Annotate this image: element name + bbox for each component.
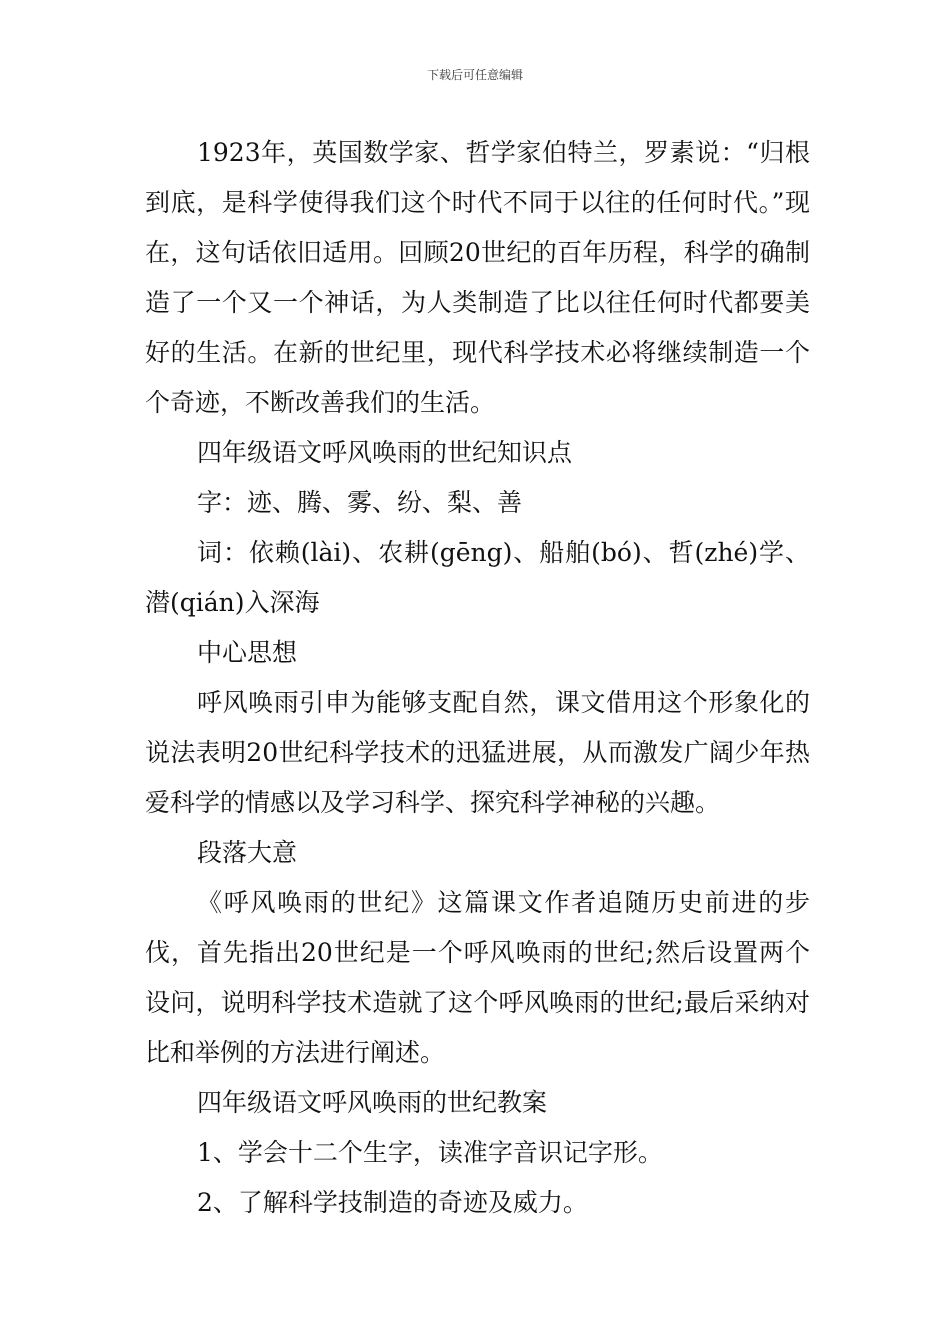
paragraph-summary: 《呼风唤雨的世纪》这篇课文作者追随历史前进的步伐，首先指出20世纪是一个呼风唤雨的世纪;然后设置两个设问，说明科学技术造就了这个呼风唤雨的世纪;最后采纳对比和举例的方法进行阐述。 [145,888,810,1067]
document-body [145,128,810,1228]
paragraph-central-idea: 呼风唤雨引申为能够支配自然，课文借用这个形象化的说法表明20世纪科学技术的迅猛进展，从而激发广阔少年热爱科学的情感以及学习科学、探究科学神秘的兴趣。 [145,688,810,817]
paragraph-characters: 字：迹、腾、雾、纷、梨、善 [197,488,523,517]
section-heading-knowledge-points: 四年级语文呼风唤雨的世纪知识点 [197,438,573,467]
header-note: 下载后可任意编辑 [426,68,523,82]
section-heading-lesson-plan: 四年级语文呼风唤雨的世纪教案 [197,1088,548,1117]
section-heading-central-idea: 中心思想 [197,638,298,667]
list-item-goal-1: 1、学会十二个生字，读准字音识记字形。 [197,1138,663,1167]
paragraph-words: 词：依赖(lài)、农耕(gēng)、船舶(bó)、哲(zhé)学、潜(qián)入深海 [145,538,810,617]
paragraph-intro-quote: 1923年，英国数学家、哲学家伯特兰，罗素说：“归根到底，是科学使得我们这个时代不同于以往的任何时代。”现在，这句话依旧适用。回顾20世纪的百年历程，科学的确制造了一个又一个神话，为人类制造了比以往任何时代都要美好的生活。在新的世纪里，现代科学技术必将继续制造一个个奇迹，不断改善我们的生活。 [145,138,810,417]
section-heading-paragraph-summary: 段落大意 [197,838,298,867]
list-item-goal-2: 2、了解科学技制造的奇迹及威力。 [197,1188,588,1217]
